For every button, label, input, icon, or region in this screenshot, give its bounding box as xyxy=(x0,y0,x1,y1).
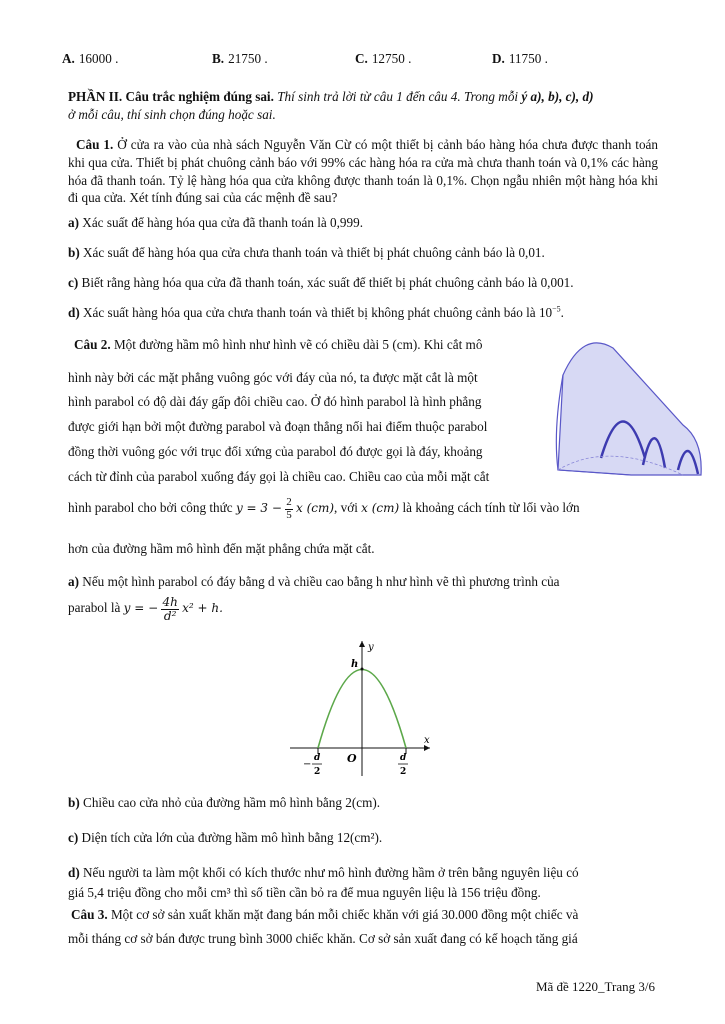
q2-d-line2: giá 5,4 triệu đồng cho mỗi cm³ thì số tiền cần bỏ ra để mua nguyên liệu là 156 triệu đồng. xyxy=(68,885,541,900)
parabola-graph xyxy=(285,636,440,781)
page-footer: Mã đề 1220_Trang 3/6 xyxy=(535,979,655,994)
q2-a-line1: a) Nếu một hình parabol có đáy bằng d và chiều cao bằng h như hình vẽ thì phương trình của xyxy=(68,574,560,589)
option-d: D. 11750 . xyxy=(492,51,548,66)
q1-b: b) Xác suất để hàng hóa qua cửa chưa thanh toán và thiết bị phát chuông cảnh báo là 0,01. xyxy=(68,245,545,260)
q1-a: a) Xác suất để hàng hóa qua cửa đã thanh toán là 0,999. xyxy=(68,215,363,230)
neg-sign: − xyxy=(303,759,312,770)
neg-two-label: 2 xyxy=(314,767,321,777)
part2-heading: PHẦN II. Câu trắc nghiệm đúng sai. Thí sinh trả lời từ câu 1 đến câu 4. Trong mỗi ý a), b), c), d) ở mỗi câu, thí sinh chọn đúng hoặc sai. xyxy=(68,89,594,122)
tunnel-model-illustration xyxy=(553,330,705,478)
pos-d-label: d xyxy=(400,753,407,763)
q1-d: d) Xác suất hàng hóa qua cửa chưa thanh toán và thiết bị không phát chuông cảnh báo là $10^{-5}$. xyxy=(68,304,564,320)
h-label: h xyxy=(351,659,359,670)
option-b: B. 21750 . xyxy=(212,51,268,66)
q1-c: c) Biết rằng hàng hóa qua cửa đã thanh toán, xác suất để thiết bị phát chuông cảnh báo là 0,001. xyxy=(68,275,574,290)
q2-line8: hơn của đường hầm mô hình đến mặt phẳng chứa mặt cắt. xyxy=(68,541,375,556)
q2-line2: hình này bởi các mặt phẳng vuông góc với đáy của nó, ta được mặt cắt là một xyxy=(68,370,478,385)
option-a: A. 16000 . xyxy=(62,51,119,66)
q1-stem: Câu 1. Ở cửa ra vào của nhà sách Nguyễn Văn Cừ có một thiết bị cảnh báo hàng hóa chưa được thanh toán khi qua cửa. Thiết bị phát chuông cảnh báo với 99% các hàng hóa ra cửa mà chưa thanh toán và 0,1% các hàng hóa đã thanh toán. Tỷ lệ hàng hóa qua cửa không được thanh toán là 0,1%. Chọn ngẫu nhiên một hàng hóa khi đi qua cửa. Xét tính đúng sai của các mệnh đề sau? xyxy=(68,137,659,206)
option-c: C. 12750 . xyxy=(355,51,412,66)
q2-line4: được giới hạn bởi một đường parabol và đoạn thẳng nối hai điểm thuộc parabol xyxy=(68,419,488,434)
q3-line1: Câu 3. Một cơ sở sản xuất khăn mặt đang bán mỗi chiếc khăn với giá 30.000 đồng một chiếc và xyxy=(71,907,579,922)
x-label: x xyxy=(424,735,430,746)
q2-line3: hình parabol có độ dài đáy gấp đôi chiều cao. Ở đó hình parabol là hình phẳng xyxy=(68,394,482,409)
q2-line7: hình parabol cho bởi công thức y = 3 − $\frac{2}{5}$ x (cm), với x (cm) là khoảng cách tính từ lối vào lớn xyxy=(68,496,580,521)
fraction-two-fifths: $\frac{2}{5}$ xyxy=(286,496,292,521)
q2-d-line1: d) Nếu người ta làm một khối có kích thước như mô hình đường hầm ở trên bằng nguyên liệu có xyxy=(68,865,579,880)
q2-line1: Câu 2. Một đường hầm mô hình như hình vẽ có chiều dài 5 (cm). Khi cắt mô xyxy=(74,337,483,352)
q2-b: b) Chiều cao cửa nhỏ của đường hầm mô hình bằng 2(cm). xyxy=(68,795,381,810)
q2-c: c) Diện tích cửa lớn của đường hầm mô hình bằng 12(cm²). xyxy=(68,830,383,845)
q2-line6: cách từ đỉnh của parabol xuống đáy gọi là chiều cao. Chiều cao của mỗi mặt cắt xyxy=(68,469,490,484)
neg-d-label: d xyxy=(314,753,321,763)
q2-line5: đồng thời vuông góc với trục đối xứng của parabol đó được gọi là đáy, khoảng xyxy=(68,444,483,459)
answer-options xyxy=(62,50,622,70)
fraction-4h-d2: $\frac{4h}{\text{d²}}$ xyxy=(162,595,178,623)
origin-label: O xyxy=(347,752,357,765)
q3-line2: mỗi tháng cơ sở bán được trung bình 3000 chiếc khăn. Cơ sở sản xuất đang có kế hoạch tăng giá xyxy=(68,931,578,946)
pos-two-label: 2 xyxy=(400,767,407,777)
y-label: y xyxy=(368,642,374,653)
q2-a-line2: parabol là y = − $\frac{4h}{\text{d²}}$ x² + h. xyxy=(68,595,223,623)
